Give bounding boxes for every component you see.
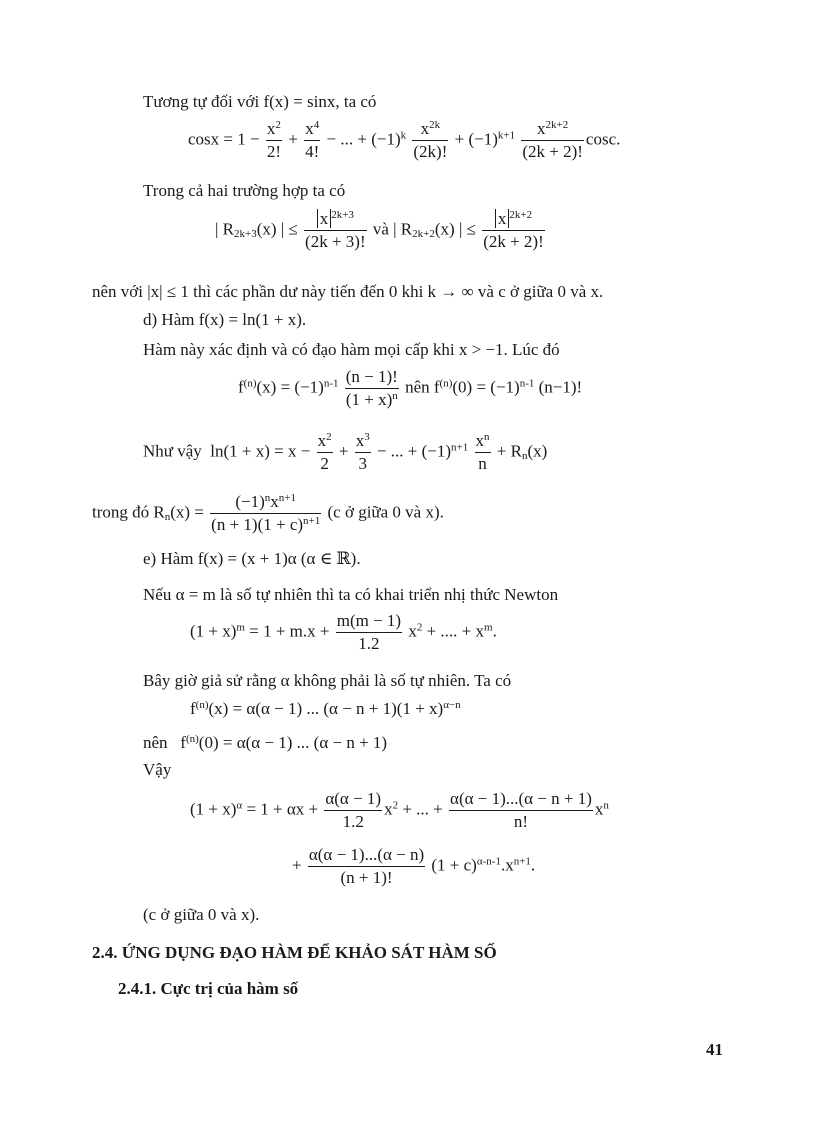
label-trong-do: trong đó xyxy=(92,502,150,522)
both-cases-line: Trong cả hai trường hợp ta có xyxy=(143,181,346,200)
intro-sin-line: Tương tự đối với f(x) = sinx, ta có xyxy=(143,92,377,111)
note-c-final: (c ở giữa 0 và x). xyxy=(143,905,260,924)
alpha-derivative-at-zero: nên $f^{(n)}(0) = \alpha(\alpha - 1)$ ... (α − n + 1) xyxy=(143,732,388,752)
item-e-text2: Bây giờ giả sử rằng α không phải là số tự nhiên. Ta có xyxy=(143,671,512,690)
alpha-taylor-formula: $(1 + x)^\alpha = 1 + \alpha x$ + $\frac{\alpha(\alpha - 1)}{1.2}$ $x^2$ + ... + $\frac{\alpha(\alpha - 1)...(\alpha - n + 1)}{n!}$ $x^n$ xyxy=(190,789,609,831)
ln-remainder-formula: trong đó $R_n(x)$ = $\frac{(-1)^nx^{n+1}}{(n + 1)(1 + c)^{n+1}}$ (c ở giữa 0 và x). xyxy=(92,491,444,534)
ln-taylor-formula: Như vậy ln(1 + x) = x − $\frac{x^2}{2}$ + $\frac{x^3}{3}$ − ... + $(-1)^{n+1}$ $\frac{x^n}{n}$ + $R_n(x)$ xyxy=(143,430,548,473)
label-vay: Vậy xyxy=(143,760,172,779)
alpha-remainder-formula: + $\frac{\alpha(\alpha - 1)...(\alpha - n)}{(n + 1)!}$ $(1 + c)^{\alpha-n-1}.x^{n+1}$. xyxy=(292,845,536,887)
item-d-text: Hàm này xác định và có đạo hàm mọi cấp khi x > −1. Lúc đó xyxy=(143,340,560,359)
section-heading-2-4: 2.4. ỨNG DỤNG ĐẠO HÀM ĐỂ KHẢO SÁT HÀM SỐ xyxy=(92,943,497,962)
item-e-text: Nếu α = m là số tự nhiên thì ta có khai triển nhị thức Newton xyxy=(143,585,559,604)
cos-taylor-formula: cosx = 1 − $\frac{x^2}{2!}$ + $\frac{x^4}{4!}$ − ... + $(-1)^k$ $\frac{x^{2k}}{(2k)!}$ + $(-1)^{k+1}$ $\frac{x^{2k+2}}{(2k + 2)!}$ cosc. xyxy=(188,118,621,161)
remainder-note-line: nên với |x| ≤ 1 thì các phần dư này tiến đến 0 khi k → ∞ và c ở giữa 0 và x. xyxy=(92,282,604,301)
item-e-title: e) Hàm f(x) = (x + 1)α (α ∈ ℝ). xyxy=(143,549,361,568)
page-number: 41 xyxy=(706,1040,723,1059)
alpha-derivative-formula: $f^{(n)}(x) = \alpha(\alpha - 1)$ ... $(\alpha - n + 1)(1 + x)^{\alpha-n}$ xyxy=(190,698,461,718)
item-d-title: d) Hàm f(x) = ln(1 + x). xyxy=(143,310,307,329)
section-heading-2-4-1: 2.4.1. Cực trị của hàm số xyxy=(118,979,299,998)
label-nen: nên xyxy=(143,733,168,752)
newton-binomial-formula: $(1 + x)^m = 1 + m.x$ + $\frac{m(m - 1)}{1.2}$ $x^2$ + .... + $x^m$. xyxy=(190,611,497,653)
label-nhu-vay: Như vậy xyxy=(143,441,202,461)
ln-derivative-formula: $f^{(n)}(x) = (-1)^{n-1}$ $\frac{(n - 1)!}{(1 + x)^n}$ nên $f^{(n)}(0) = (-1)^{n-1}$ (n−1)! xyxy=(238,367,583,409)
remainder-bounds-formula: | $R_{2k+3}(x)$ | ≤ $\frac{x ^{2k+3}}{(2k + 3)!}$ và | $R_{2k+2}(x)$ | ≤ $\frac{x ^{2k+2}}{(2k + 2)!}$ xyxy=(215,208,544,251)
note-c-between: (c ở giữa 0 và x). xyxy=(327,502,444,522)
